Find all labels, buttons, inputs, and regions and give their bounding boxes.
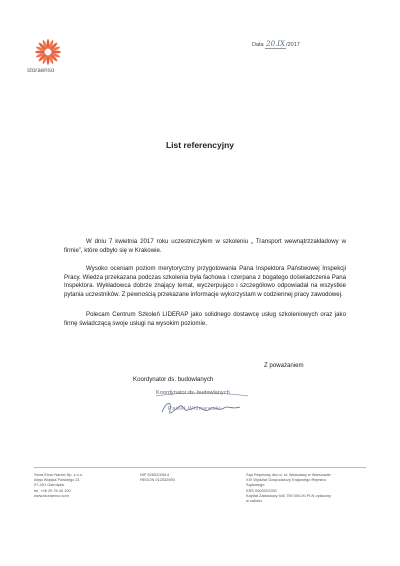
- footer-line: Aleja Wojska Polskiego 21: [34, 477, 80, 483]
- footer-line: w całości: [246, 498, 262, 504]
- letter-title: List referencyjny: [165, 140, 235, 150]
- footer-tax-ids: [140, 472, 220, 482]
- footer-line: Kapitał Zakładowy 540 759 000,00 PLN opłacony: [246, 492, 332, 498]
- footer-registry: [246, 472, 358, 503]
- footer-line: KRS 0000022250: [246, 487, 277, 493]
- stora-enso-logo-icon: [34, 38, 62, 66]
- paragraph-evaluation: Wysoko oceniam poziom merytoryczny przygotowania Pana Inspektora Państwowej Inspekcji Pracy. Wiedza przekazana podczas szkolenia była fachowa i czerpana z bogatego doświadczenia Pana Inspektora. Wykładowca dobrze znający temat, wyczerpująco i szczegółowo odpowiadał na wszystkie pytania uczestników. Z pewnością przekazane informacje wykorzystam w codziennej pracy zawodowej.: [64, 265, 346, 298]
- date-year: /2017: [286, 42, 300, 48]
- footer-line: XIV Wydział Gospodarczy Krajowego Rejestru: [246, 477, 326, 483]
- signatory-role: Koordynator ds. budowlanych: [133, 376, 214, 383]
- letter-date: [252, 40, 300, 48]
- footer-line: 07-401 Ostrołęka: [34, 482, 64, 488]
- footer-company-address: [34, 472, 124, 498]
- paragraph-recommendation: Polecam Centrum Szkoleń LIDERAP jako solidnego dostawcę usług szkoleniowych oraz jako firmę świadczącą swoje usługi na wysokim poziomie.: [64, 311, 346, 327]
- brand-name: storaenso: [27, 68, 55, 74]
- stamp-name: Paweł Wiśniewski: [168, 406, 221, 412]
- footer-line: REGON 012532590: [140, 477, 175, 483]
- footer-divider: [34, 467, 366, 468]
- footer-line: NIP 5260200514: [140, 472, 170, 477]
- footer-line: Sąd Rejonowy dla m. st. Warszawy w Warszawie: [246, 472, 331, 477]
- footer-line: Sądowego: [246, 482, 265, 488]
- date-prefix: Data: [252, 42, 264, 48]
- date-day-month: 20.IX: [266, 40, 286, 48]
- footer-line: tel. +48 29 76 40 100: [34, 487, 71, 493]
- paragraph-training-info: W dniu 7 kwietnia 2017 roku uczestniczyłem w szkoleniu „ Transport wewnątrzzakładowy w firmie”, które odbyło się w Krakowie.: [64, 238, 346, 254]
- footer-link[interactable]: www.storaenso.com: [34, 492, 69, 498]
- stamp-role: Koordynator ds. budowlanych: [156, 390, 230, 396]
- footer-line: Stora Enso Narew Sp. z o.o.: [34, 472, 84, 477]
- closing-greeting: Z poważaniem: [264, 362, 304, 369]
